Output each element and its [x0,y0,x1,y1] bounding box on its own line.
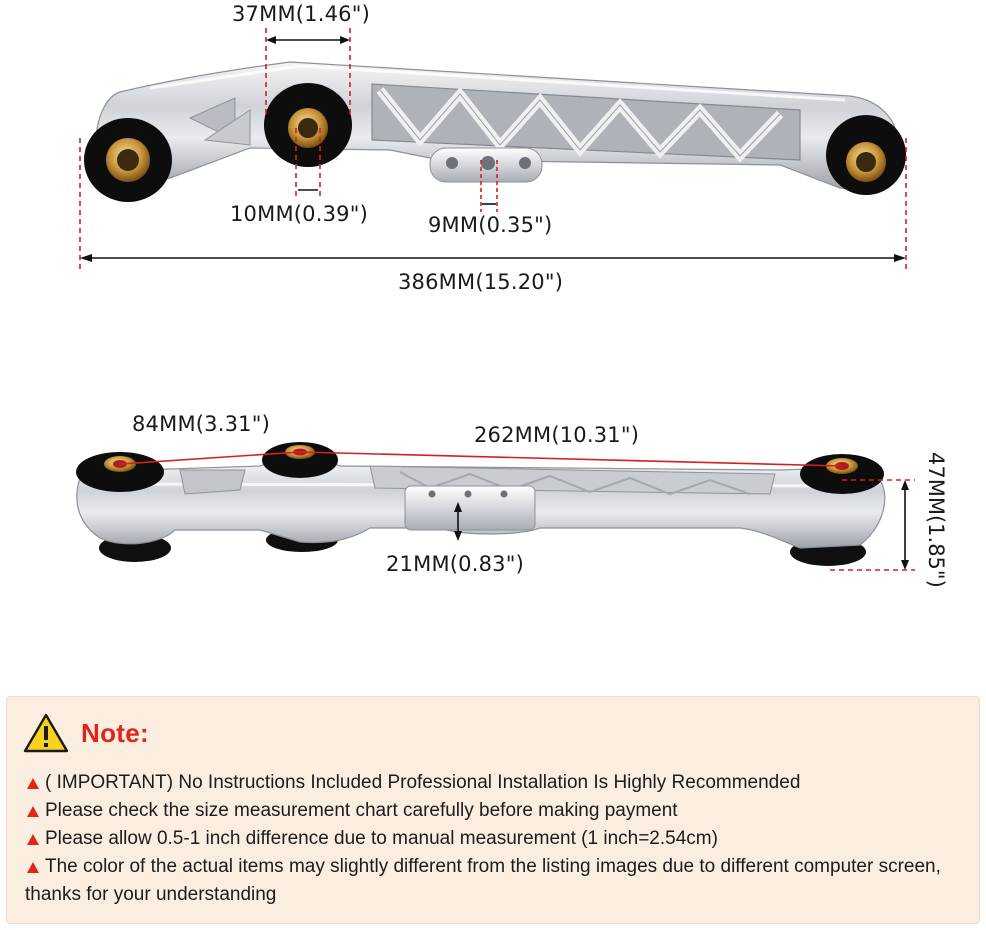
dim-first-spacing-label: 84MM(3.31") [132,412,270,436]
dim-thickness-label: 21MM(0.83") [386,552,524,576]
side-bushing-right [800,454,884,494]
bullet-triangle-icon [27,778,39,789]
bullet-triangle-icon [27,806,39,817]
dim-second-spacing-label: 262MM(10.31") [474,423,640,447]
note-panel [6,696,980,924]
dim-height-label: 47MM(1.85") [924,452,948,588]
side-bushing-middle [262,442,338,478]
top-bushing-right [826,115,906,195]
bullet-triangle-icon [27,862,39,873]
top-bushing-left [84,118,172,202]
note-list [25,769,975,909]
side-view-arm [77,460,885,566]
dim-inner-diameter-label: 10MM(0.39") [230,202,368,226]
dim-hole-diameter-label: 9MM(0.35") [428,213,553,237]
note-item-measurement-diff: Please allow 0.5-1 inch difference due to manual measurement (1 inch=2.54cm) [25,825,975,853]
dim-overall-length-label: 386MM(15.20") [398,270,564,294]
note-item-color-diff: The color of the actual items may slightly different from the listing images due to different computer screen, thanks for your understanding [25,856,941,905]
top-bushing-middle [264,83,352,167]
warning-triangle-icon [23,713,69,753]
note-title: Note: [81,717,149,748]
dim-bushing-spacing-label: 37MM(1.46") [232,2,370,26]
note-item-important: ( IMPORTANT) No Instructions Included Professional Installation Is Highly Recommended [25,769,975,797]
side-bushing-left [76,452,164,492]
note-item-check-chart: Please check the size measurement chart carefully before making payment [25,797,975,825]
bullet-triangle-icon [27,834,39,845]
note-header [23,713,149,753]
